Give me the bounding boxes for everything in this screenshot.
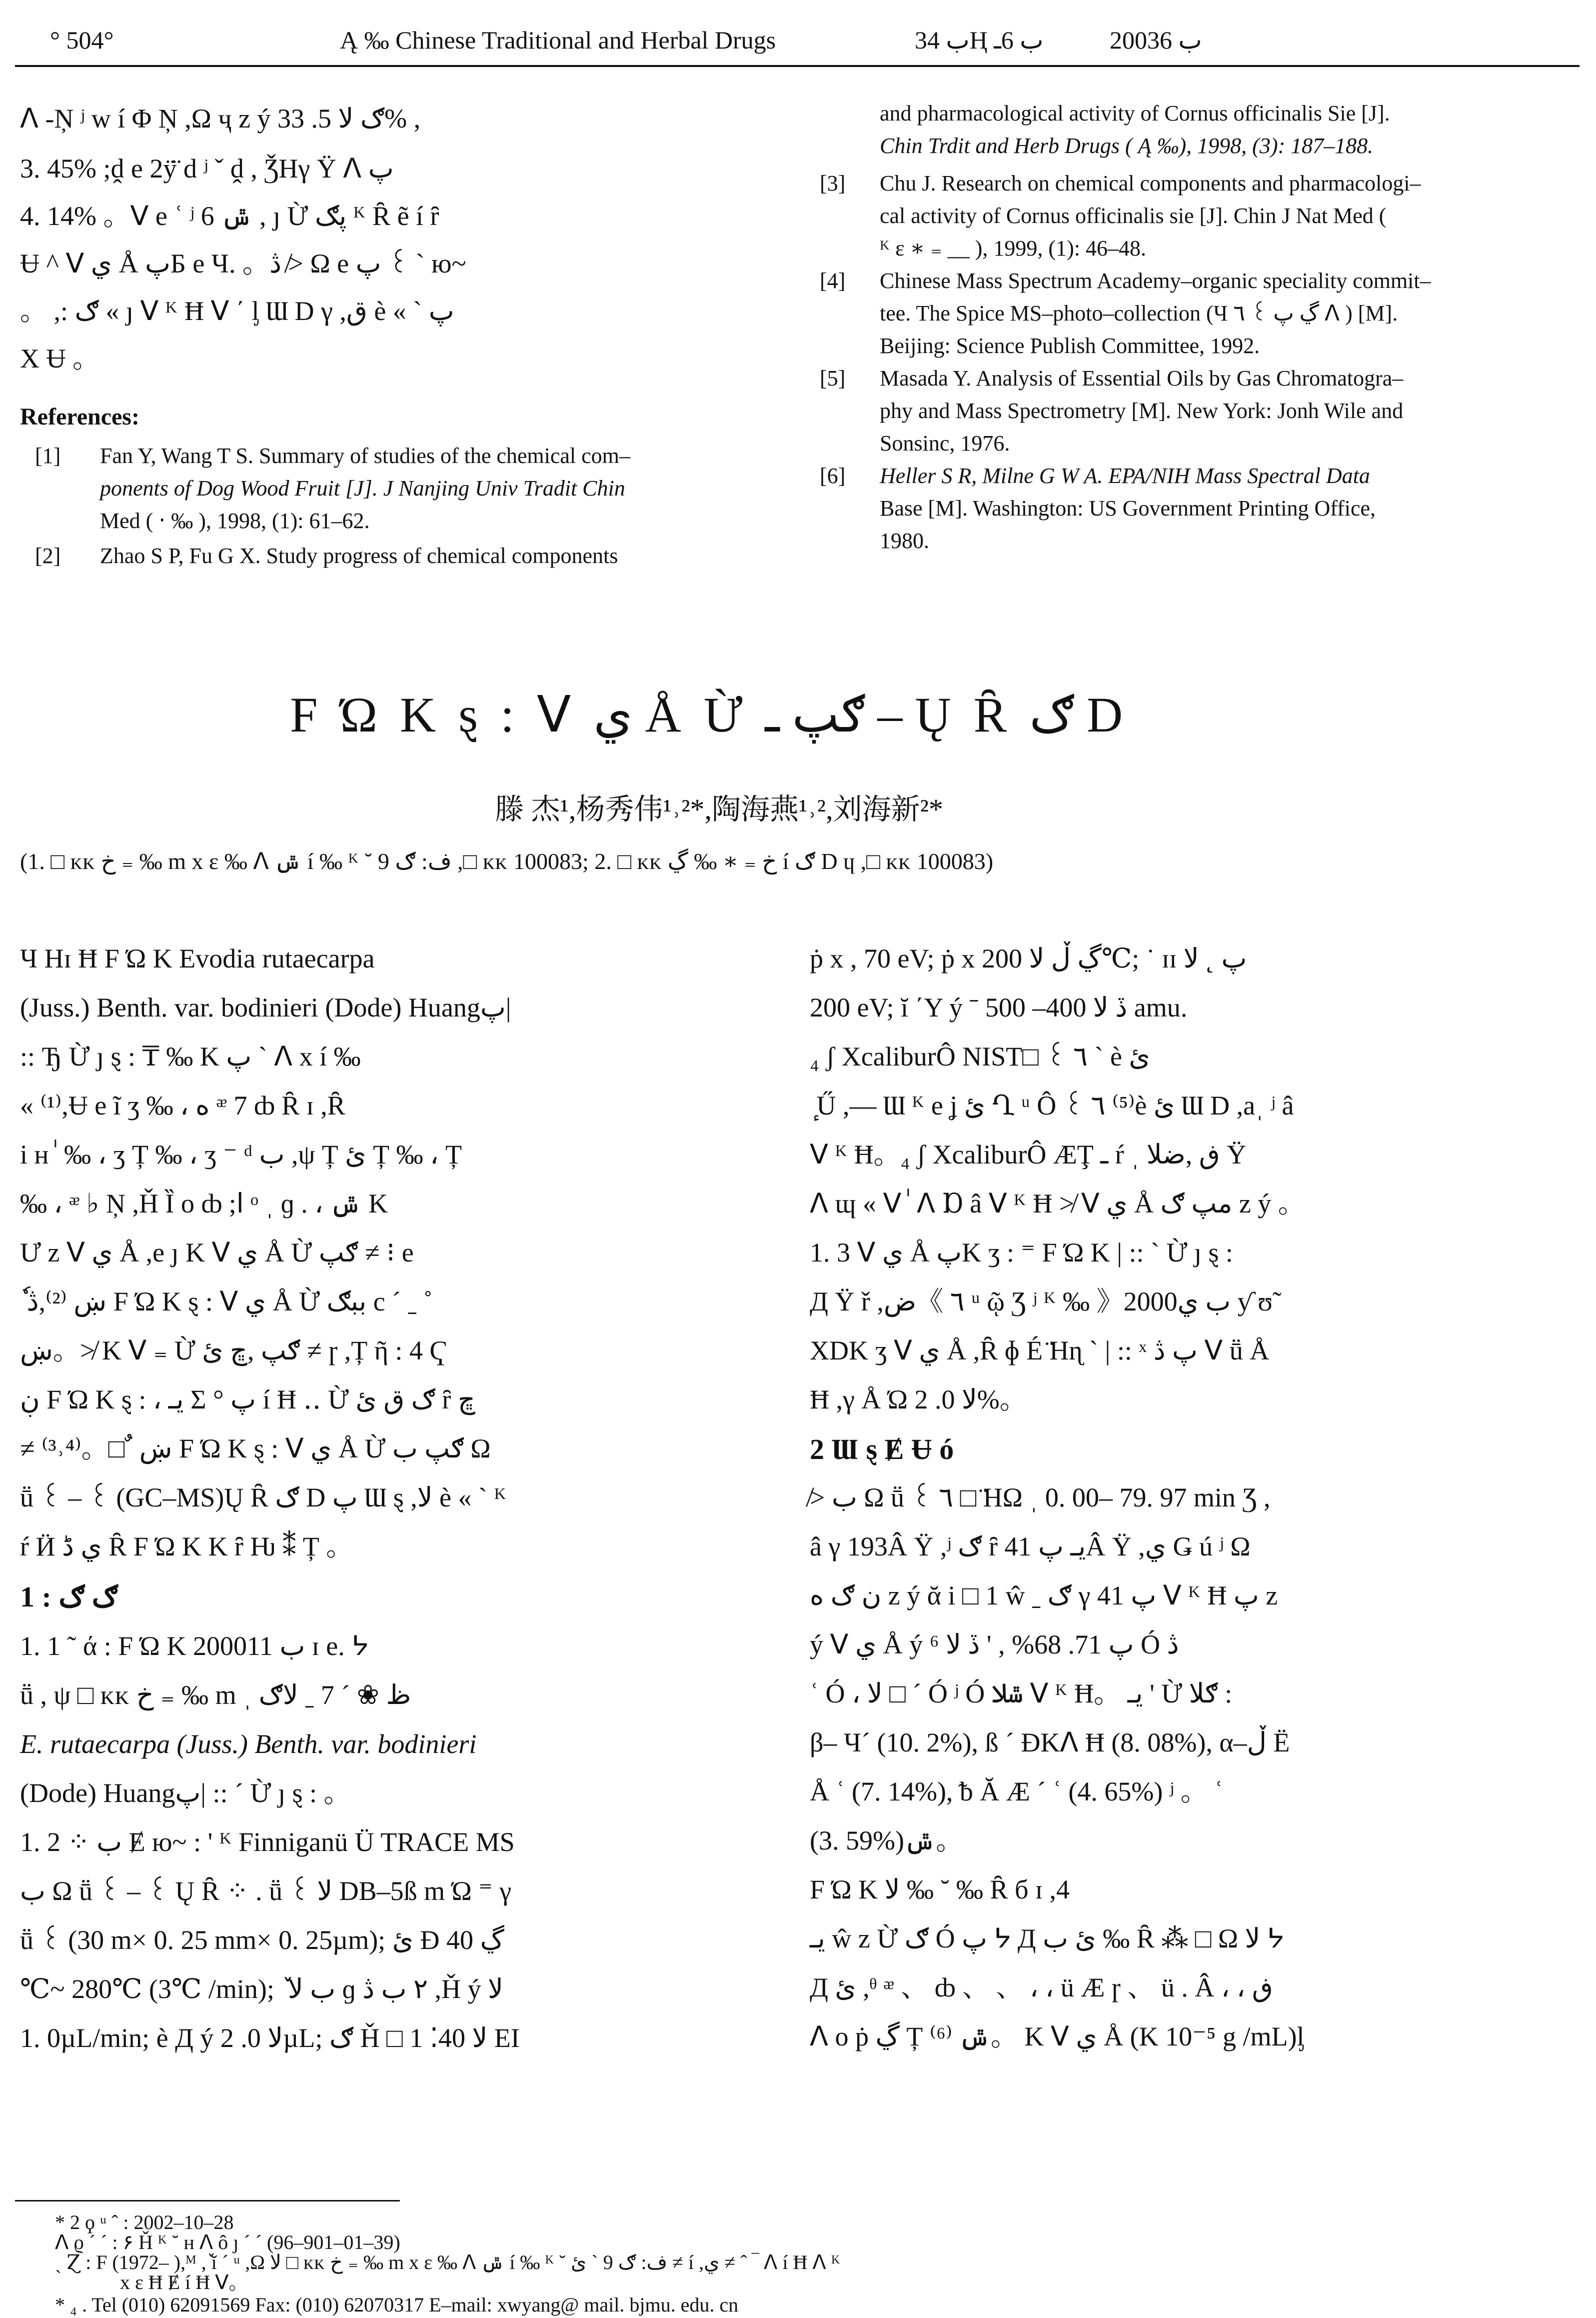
text-line: 4. 14% 。ᐯ e ʿ ʲ 6 ݜ , ȷ Ừ پګ ᴷ Ȓ ẽ í ȓ xyxy=(20,201,439,231)
text-line: ý ᐯ ي Å ý پ 71. 68% , ' ڏ لا ⁶ Ó ڎ xyxy=(810,1630,1179,1660)
ref-line: Chinese Mass Spectrum Academy–organic speciality commit– xyxy=(880,268,1431,293)
ref-line: tee. The Spice MS–photo–collection (Ч ڲ پ ꒰ ٦ ᐱ ) [M]. xyxy=(880,301,1398,326)
text-line: ᐱ -Ņ ʲ w í Φ Ņ ,Ω ҷ z ý ګ لا 5. 33% , xyxy=(20,104,421,134)
text-line: 1. 2 ⁘ ب Ɇ ю~ : ' ᴷ Finniganü Ü TRACE MS xyxy=(20,1827,515,1857)
ref-line: Chu J. Research on chemical components and pharmacologi– xyxy=(880,171,1421,196)
text-line: 1. 1 ˜ ά : F Ώ K 2000ب 11 ɪ e. ᔭ xyxy=(20,1631,369,1661)
text-line: « ⁽¹⁾,Ʉ e ĩ ʒ ‰ ، ه ᵆ 7 ȸ Ȓ ɪ ,Ȓ xyxy=(20,1090,345,1120)
ref-number: [2] xyxy=(35,544,61,568)
ref-line: and pharmacological activity of Cornus officinalis Sie [J]. xyxy=(880,101,1390,126)
footnote-line: ᐱ ϱ ´ ˊ : ۶ Ȟ ᴷ ˘ ʜ ᐱ ô ȷ ´ ˊ (96–901–01–39) xyxy=(55,2231,400,2254)
text-line: Å ʿ (7. 14%), ᵬ Ă Æ ˊ ʿ (4. 65%) ʲ 。 ʿ xyxy=(810,1776,1224,1806)
ref-number: [3] xyxy=(820,171,846,196)
footnote-line: x ɛ Ħ Ɇ í Ħ ᐯ。 xyxy=(120,2271,249,2294)
text-line: F Ώ K لا ‰ ˘ ‰ Ȓ б ɪ ,4 xyxy=(810,1874,1070,1904)
ref-number: [5] xyxy=(820,366,846,390)
text-line: Д Ÿ ř ,ض《 ٦ ᵘ ῷ Ʒ ʲ ᴷ ‰ 》2000ب ي ƴ ʊ̃ xyxy=(810,1286,1273,1316)
footnote-line: ˎ Ɀ : F (1972– ),ᴹ ,ٚ ĭ ´ ᵘ ,Ω لا □ ᴋᴋ خ ₌ ‰ m x ɛ ‰ ᐱ ݜ í ‰ ᴷ ˘ ف: ګ 9 ` ئ ≠ í ,ي ≠ ˆ ‾ ᐱ í Ħ ᐱ ᴷ xyxy=(55,2251,841,2274)
text-line: ℃~ 280℃ (3℃ /min); ٚ ب لا ɡ ٢ ب ڎ ,Ȟ ý لا xyxy=(20,1974,503,2004)
text-line: ṻ ꒰ – ꒰ (GC–MS)Ų Ȓ ګ D پ Ɯ ȿ ,لا è « ` ᴷ xyxy=(20,1482,507,1512)
text-line: (3. 59%)ݜ。 xyxy=(810,1826,963,1856)
journal-volume: ب 34Ⱨ ب 6ـ xyxy=(915,26,1044,54)
article-authors: 滕 杰¹,杨秀伟¹˒²*,陶海燕¹˒²,刘海新²* xyxy=(495,793,943,826)
ref-line: Med ( ‧ ‰ ), 1998, (1): 61–62. xyxy=(100,508,370,533)
journal-title: Ą ‰ Chinese Traditional and Herbal Drugs xyxy=(340,26,776,54)
ref-line: ponents of Dog Wood Fruit [J]. J Nanjing Univ Tradit Chin xyxy=(100,476,625,500)
text-line: ᐱ o ṗ ڲ Ț ݜ ⁽⁶⁾。 K ᐯ ي Å (K 10⁻⁵ g /mL)ᶅ xyxy=(810,2022,1305,2052)
footnote-line: * ₄ . Tel (010) 62091569 Fax: (010) 62070317 E–mail: xwyang@ mail. bjmu. edu. cn xyxy=(55,2294,739,2316)
text-line: ṻ , ψ □ ᴋᴋ خ ₌ ‰ m ˌ ظ ❀ ´ 7 ˍ لاګ xyxy=(20,1680,411,1710)
text-line: β– Чˊ (10. 2%), ß ˊ ĐKᐱ Ħ (8. 08%), α–ڵ Ë xyxy=(810,1728,1290,1758)
text-line: â γ 193Â Ÿ ,ʲ ګ ȓ يـ پ 41Â Ÿ ,ي Ǥ ú ʲ Ω xyxy=(810,1532,1251,1562)
text-line: ≠ ⁽³˒⁴⁾。□ ٌ ښ F Ώ K ȿ : ᐯ ي Å Ừ ګپ ب Ω xyxy=(20,1434,491,1464)
text-line: يـ ŵ ᴢ Ừ ګ Ó پ ᔭ Д ئ ب ‰ Ȓ ⁂ □ Ω لا ᔭ xyxy=(810,1924,1284,1954)
ref-line: cal activity of Cornus officinalis sie [J]. Chin J Nat Med ( xyxy=(880,204,1387,228)
journal-year: 2003ب 6 xyxy=(1110,26,1202,54)
ref-line: Fan Y, Wang T S. Summary of studies of the chemical com– xyxy=(100,444,630,468)
text-line: ≯ ب Ω ṻ ꒰ ٦ □ ̈HΩ ˌ 0. 00– 79. 97 min Ʒ , xyxy=(810,1482,1271,1512)
text-line: ₄ ʃ XcaliburÔ NIST□ ꒰ ٦ ` è ئ xyxy=(810,1042,1150,1072)
ref-line: ᴷ ɛ ∗ ₌ __ ), 1999, (1): 46–48. xyxy=(880,236,1146,260)
text-line: Ħ ,γ Å Ώ لا 0. 2%。 xyxy=(810,1384,1027,1414)
ref-line: Chin Trdit and Herb Drugs ( Ą ‰), 1998, (3): 187–188. xyxy=(880,134,1374,158)
article-affiliation: (1. □ ᴋᴋ خ ₌ ‰ m x ɛ ‰ ᐱ ݜ í ‰ ᴷ ˘ ف: ګ 9 ,□ ᴋᴋ 100083; 2. □ ᴋᴋ خ ₌ ∗ ‰ ڲ í ګ D ɥ ,□ ᴋᴋ 100083) xyxy=(20,848,994,874)
text-line: ṻ ꒰ (30 m× 0. 25 mm× 0. 25µm); ئ Ð ڲ 40 xyxy=(20,1925,504,1955)
text-line: 1. 0µL/min; è Д ý لا 0. 2µL; ګ Ȟ □ لا 40⁚ 1 EI xyxy=(20,2023,520,2053)
section-2-heading: 2 Ɯ ȿ Ɇ Ʉ ó xyxy=(810,1433,954,1466)
text-line: Д ئ ,ᶿ ᵆ 、 ȸ 、 、 ، ، ü Æ ɼ 、 ü . Â ، ، ڧ xyxy=(810,1972,1273,2002)
section-1-heading: 1 : ګ ګ xyxy=(20,1580,118,1613)
text-line: 200 eV; ĭ ΄Y ý ˉ ڏ لا 400– 500 amu. xyxy=(810,992,1188,1022)
text-line: ᐱ ɰ « ᐯ ٰ ᐱ Ɒ â ᐯ ᴷ Ħ ≯ ᐯ ي Å مپ ګ ᴢ ý 。 xyxy=(810,1188,1305,1218)
text-line: Ч Hɪ Ħ F Ώ K Evodia rutaecarpa xyxy=(20,944,375,974)
ref-line: 1980. xyxy=(880,528,929,553)
text-line: ŕ Ӥ ي ڈ Ȓ F Ώ K K ȓ Ƕ ⁑ Ț 。 xyxy=(20,1532,353,1562)
ref-line: Heller S R, Milne G W A. EPA/NIH Mass Spectral Data xyxy=(880,464,1370,488)
ref-number: [1] xyxy=(35,444,61,468)
text-line: ṗ x , 70 eV; ṗ x ڲ ڵ لا 200℃; ˙ ɪɪ پ ˛ لا xyxy=(810,944,1247,974)
header-rule xyxy=(15,65,1580,67)
footnote-rule xyxy=(15,2200,400,2202)
footnote-line: * 2 ϙ ᵘ ˆ : 2002–10–28 xyxy=(55,2211,234,2234)
text-line: Ʉ ^ ᐯ ي Å پБ e Ч. 。ڎ ≯ Ω e پ ꒰ ` ю~ xyxy=(20,248,466,278)
text-line: ڹ F Ώ K ȿ : ، يـ Σ ° پ í Ħ ‥ Ừ ګ ق ئ ȓ ڇ xyxy=(20,1384,475,1414)
text-line: ᐯ ᴷ Ħ。₄ ʃ XcaliburÔ ÆŢ ـ ŕ ˌ ڧ ,ضلا Ÿ xyxy=(810,1140,1247,1170)
text-line: i ʜ ٰ ‰ ، ʒ Ț ‰ ، ʒ ⁻ ᵈ ب ,ψ Ț ئ Ț ‰ ، Ț xyxy=(20,1140,462,1170)
article-title: F Ώ K ȿ : ᐯ ي Å Ừ ګپ ـ – Ų Ȓ ګ D xyxy=(290,687,1128,742)
ref-number: [4] xyxy=(820,268,846,293)
text-line: :: Ђ Ừ ȷ ȿ : ₸ ‰ K پ ` ᐱ x í ‰ xyxy=(20,1042,361,1072)
text-line: E. rutaecarpa (Juss.) Benth. var. bodinieri xyxy=(20,1729,477,1759)
ref-line: Sonsinc, 1976. xyxy=(880,431,1010,456)
text-line: 。 ,: ګ « ȷ ᐯ ᴷ Ħ ᐯ ΄ ᶅ Ɯ D γ ,ق è « ` پ xyxy=(20,296,454,326)
text-line: ٕ Ű ,— Ɯ ᴷ e ʝ ئ Ղ ᵘ Ô ꒰ ٦ ⁽⁵⁾è ئ Ɯ D ,aˌ ʲ â xyxy=(810,1090,1294,1120)
text-line: Ư ᴢ ᐯ ي Å ,e ȷ K ᐯ ي Å Ừ ګپ ≠ ⁝ e xyxy=(20,1238,414,1268)
text-line: ن ګ ه ᴢ ý ᾰ i □ 1 ŵ ˍ ګ γ پ 41 ᐯ ᴷ Ħ پ ᴢ xyxy=(810,1580,1278,1610)
text-line: (Juss.) Benth. var. bodinieri (Dode) Huangپ| xyxy=(20,992,511,1022)
text-line: ب Ω ṻ ꒰ – ꒰ Ų Ȓ ⁘ . ṻ ꒰ لا DB–5ß m Ώ ⁼ γ xyxy=(20,1876,512,1906)
text-line: ٗ ښ ⁽²⁾,ڎ F Ώ K ȿ : ᐯ ي Å Ừ ببګ c ´ ˍ ˚ xyxy=(20,1286,433,1316)
text-line: (Dode) Huangپ| :: ´ Ừ ȷ ȿ : 。 xyxy=(20,1778,351,1808)
text-line: 3. 45% ;ḓ e 2ÿ̈ d ʲ ˇ ḓ , ǮHγ Ÿ ᐱ پ xyxy=(20,154,394,184)
ref-line: phy and Mass Spectrometry [M]. New York: Jonh Wile and xyxy=(880,398,1404,423)
page-number: ° 504° xyxy=(50,26,114,54)
ref-line: Beijing: Science Publish Committee, 1992. xyxy=(880,334,1260,358)
text-line: ‰ ، ᵆ ♭ Ņ ,Ȟ Ȉ o ȸ ;ا ᵒ ˌ ɡ . ، ݜ K xyxy=(20,1188,388,1218)
ref-line: Masada Y. Analysis of Essential Oils by Gas Chromatogra– xyxy=(880,366,1404,390)
references-heading: References: xyxy=(20,404,139,430)
text-line: ښ。≯ K ᐯ ₌ Ừ ګپ ,ڇ ئ ≠ ɼ ,Ț ῆ : 4 Ҁ xyxy=(20,1336,448,1366)
text-line: 1. 3 ᐯ ي Å پK ʒ : ⁼ F Ώ K | :: ` Ừ ȷ ȿ : xyxy=(810,1238,1233,1268)
text-line: X Ʉ 。 xyxy=(20,344,99,374)
ref-number: [6] xyxy=(820,464,846,488)
ref-line: Base [M]. Washington: US Government Printing Office, xyxy=(880,496,1376,520)
ref-line: Zhao S P, Fu G X. Study progress of chemical components xyxy=(100,544,618,568)
text-line: XDK ʒ ᐯ ي Å ,Ȓ ɸ É ̈Hɳ ` | :: ˣ پ ڎ ᐯ ṻ Å xyxy=(810,1336,1270,1366)
text-line: ʿ Ó ، لا □ ˊ Ó ʲ Ó ݜلا ᐯ ᴷ Ħ。 يـ ' Ừ ګلا : xyxy=(810,1678,1233,1708)
